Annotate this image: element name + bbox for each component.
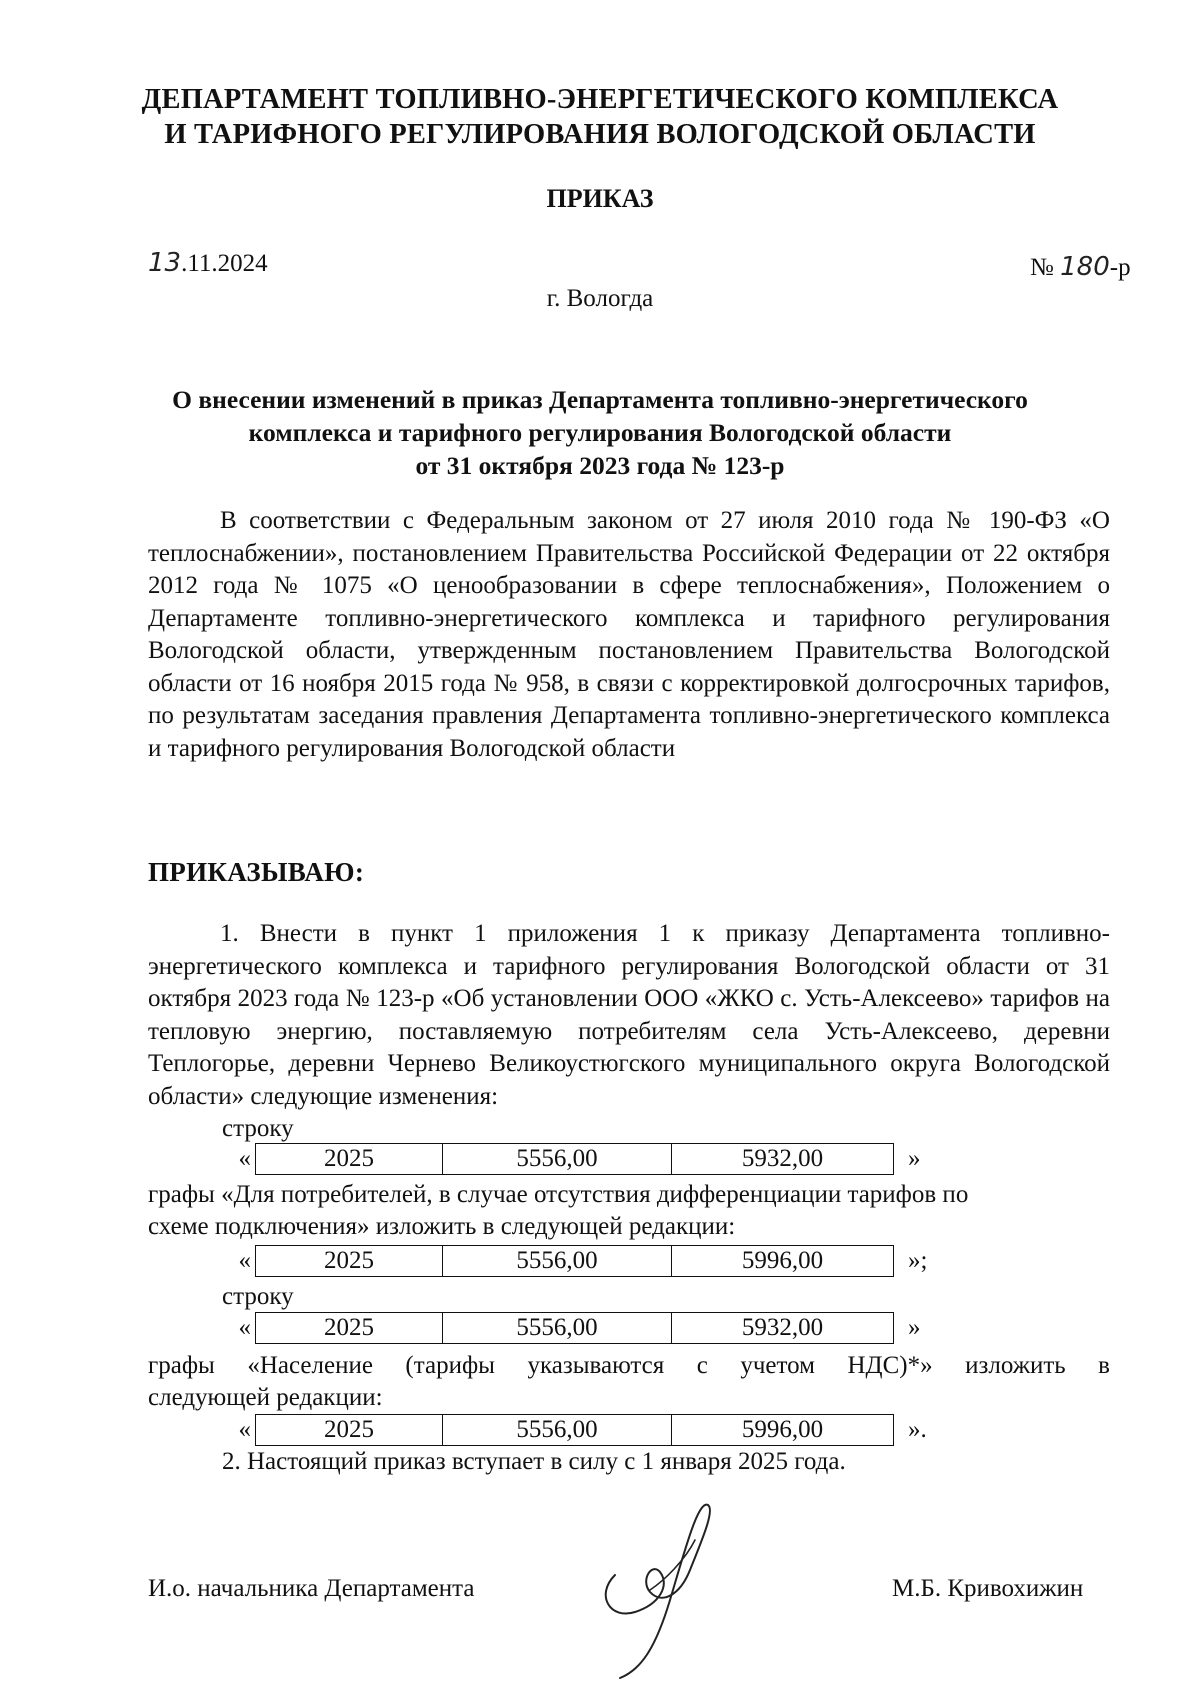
- item-1-text: 1. Внести в пункт 1 приложения 1 к приказу Департамента топливно-энергетического комплекса и тарифного регулирования Вологодской области от 31 октября 2023 года № 123-р «Об установлении ООО «ЖКО с. Усть-Алексеево» тарифов на тепловую энергию, поставляемую потребителям села Усть-Алексеево, деревни Теплогорье, деревни Чернево Великоустюгского муниципального округа Вологодской области» следующие изменения:: [148, 920, 1110, 1110]
- column-1-line-2: схеме подключения» изложить в следующей редакции:: [148, 1213, 736, 1240]
- tariff-row-table: [255, 1312, 894, 1344]
- word-row-2: строку: [222, 1283, 294, 1310]
- open-quote: «: [238, 1314, 251, 1341]
- header-line-2: И ТАРИФНОГО РЕГУЛИРОВАНИЯ ВОЛОГОДСКОЙ ОБЛАСТИ: [164, 119, 1036, 150]
- column-2-line-1: графы «Население (тарифы указываются с учетом НДС)*» изложить в: [148, 1352, 1110, 1379]
- cell-year: 2025: [256, 1313, 443, 1344]
- date-day-handwritten: 13: [148, 248, 182, 278]
- word-row-1: строку: [222, 1115, 294, 1142]
- title-line-2: комплекса и тарифного регулирования Вологодской области: [248, 418, 952, 447]
- preamble-paragraph: [148, 505, 1110, 765]
- signatory-name: М.Б. Кривохижин: [892, 1575, 1084, 1602]
- cell-value-1: 5556,00: [443, 1246, 672, 1277]
- column-2-text: [148, 1350, 1110, 1414]
- cell-value-1: 5556,00: [443, 1415, 672, 1446]
- city: г. Вологда: [546, 285, 654, 312]
- preamble-text: В соответствии с Федеральным законом от 27 июля 2010 года № 190-ФЗ «О теплоснабжении», постановлением Правительства Российской Федерации от 22 октября 2012 года № 1075 «О ценообразовании в сфере теплоснабжения», Положением о Департаменте топливно-энергетического комплекса и тарифного регулирования Вологодской области, утвержденным постановлением Правительства Вологодской области от 16 ноября 2015 года № 958, в связи с корректировкой долгосрочных тарифов, по результатам заседания правления Департамента топливно-энергетического комплекса и тарифного регулирования Вологодской области: [148, 507, 1110, 762]
- document-title: [140, 383, 1060, 482]
- tariff-row-table: [255, 1245, 894, 1277]
- signatory-position: И.о. начальника Департамента: [148, 1575, 475, 1602]
- cell-value-2: 5996,00: [672, 1246, 894, 1277]
- column-2-line-2: следующей редакции:: [148, 1384, 383, 1411]
- department-header: [0, 82, 1200, 152]
- date-rest: .11.2024: [181, 250, 268, 277]
- close-quote: ».: [908, 1416, 927, 1443]
- item-1-paragraph: [148, 918, 1110, 1113]
- number-suffix: -р: [1109, 254, 1131, 281]
- cell-value-2: 5932,00: [672, 1144, 894, 1175]
- document-number: [1030, 252, 1131, 282]
- document-date: [148, 248, 268, 278]
- cell-value-2: 5932,00: [672, 1313, 894, 1344]
- cell-year: 2025: [256, 1415, 443, 1446]
- close-quote: »;: [908, 1247, 928, 1274]
- number-prefix: №: [1030, 254, 1061, 281]
- handwritten-signature-icon: [590, 1500, 730, 1680]
- column-1-line-1: графы «Для потребителей, в случае отсутствия дифференциации тарифов по: [148, 1181, 969, 1208]
- cell-value-2: 5996,00: [672, 1415, 894, 1446]
- table-row: [225, 1312, 921, 1344]
- open-quote: «: [238, 1416, 251, 1443]
- title-line-1: О внесении изменений в приказ Департамента топливно-энергетического: [172, 385, 1028, 414]
- close-quote: »: [908, 1314, 921, 1341]
- open-quote: «: [238, 1247, 251, 1274]
- title-line-3: от 31 октября 2023 года № 123-р: [415, 451, 785, 480]
- close-quote: »: [908, 1145, 921, 1172]
- cell-value-1: 5556,00: [443, 1313, 672, 1344]
- cell-year: 2025: [256, 1246, 443, 1277]
- document-type: ПРИКАЗ: [546, 184, 654, 213]
- table-row: [225, 1143, 921, 1175]
- cell-year: 2025: [256, 1144, 443, 1175]
- open-quote: «: [238, 1145, 251, 1172]
- tariff-row-table: [255, 1414, 894, 1446]
- tariff-row-table: [255, 1143, 894, 1175]
- cell-value-1: 5556,00: [443, 1144, 672, 1175]
- table-row: [225, 1414, 927, 1446]
- table-row: [225, 1245, 927, 1277]
- header-line-1: ДЕПАРТАМЕНТ ТОПЛИВНО-ЭНЕРГЕТИЧЕСКОГО КОМПЛЕКСА: [141, 84, 1059, 115]
- number-handwritten: 180: [1060, 252, 1110, 282]
- orders-word: ПРИКАЗЫВАЮ:: [148, 857, 365, 887]
- item-2-text: 2. Настоящий приказ вступает в силу с 1 января 2025 года.: [222, 1448, 846, 1475]
